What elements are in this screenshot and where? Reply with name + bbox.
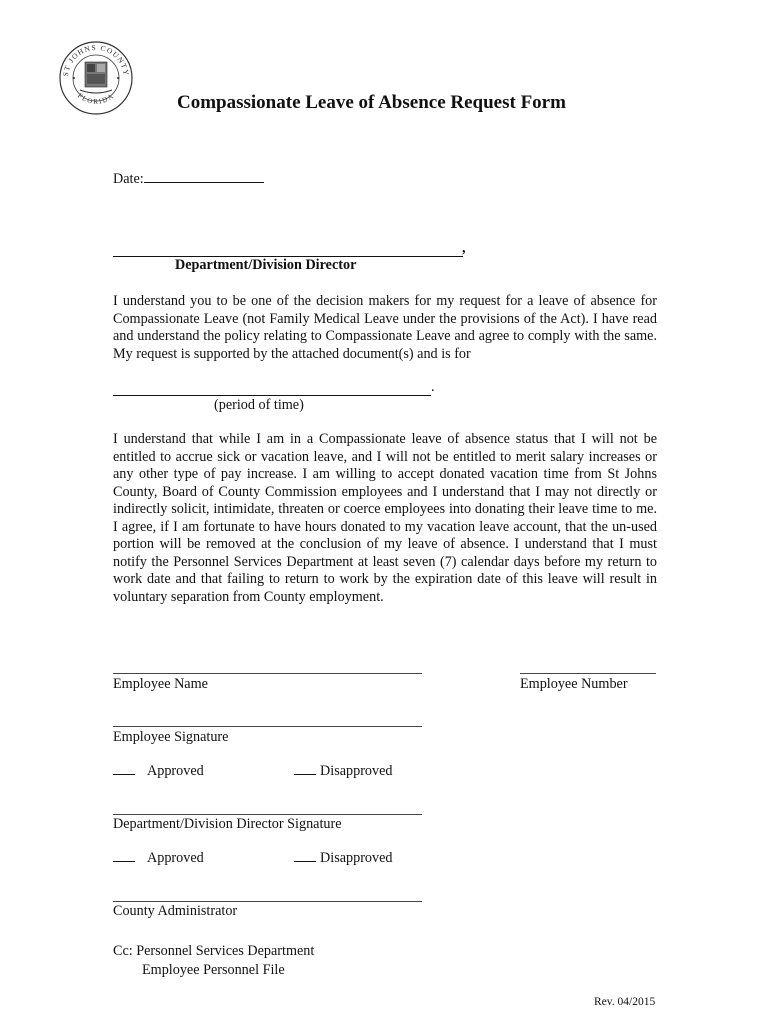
disapproved-blank[interactable]	[294, 850, 316, 862]
employee-signature-label: Employee Signature	[113, 729, 229, 745]
disapproved-label: Disapproved	[320, 763, 393, 779]
svg-text:FLORIDA: FLORIDA	[76, 91, 116, 106]
director-disapproved-option[interactable]	[294, 763, 393, 780]
county-admin-label: County Administrator	[113, 903, 238, 919]
period-dot: .	[431, 379, 435, 395]
county-seal-logo	[58, 40, 134, 116]
form-title: Compassionate Leave of Absence Request Form	[177, 92, 566, 113]
employee-signature-field-line[interactable]	[113, 726, 422, 727]
employee-number-field-line[interactable]	[520, 673, 656, 674]
director-signature-label: Department/Division Director Signature	[113, 816, 342, 832]
cc-line-2: Employee Personnel File	[142, 962, 285, 978]
disapproved-blank[interactable]	[294, 763, 316, 775]
period-of-time-label: (period of time)	[214, 397, 304, 413]
date-row	[113, 170, 264, 188]
employee-number-label: Employee Number	[520, 676, 628, 692]
county-admin-signature-field-line[interactable]	[113, 901, 422, 902]
approved-blank[interactable]	[113, 763, 135, 775]
request-paragraph: I understand you to be one of the decision makers for my request for a leave of absence for Compassionate Leave (not Family Medical Leave under the provisions of the Act). I have read and understand the policy relating to Compassionate Leave and agree to comply with the same. My request is supported by the attached document(s) and is for	[113, 293, 657, 362]
conditions-paragraph: I understand that while I am in a Compassionate leave of absence status that I will not be entitled to accrue sick or vacation leave, and I will not be entitled to merit salary increases or any other type of pay increase. I am willing to accept donated vacation time from St Johns County, Board of County Commission employees and I understand that I may not directly or indirectly solicit, intimidate, threaten or coerce employees into donating their leave time to me. I agree, if I am fortunate to have hours donated to my vacation leave account, that the un-used portion will be removed at the conclusion of my leave of absence. I understand that I must notify the Personnel Services Department at least seven (7) calendar days before my return to work date and that failing to return to work by the expiration date of this leave will result in voluntary separation from County employment.	[113, 431, 657, 605]
approved-blank[interactable]	[113, 850, 135, 862]
revision-label: Rev. 04/2015	[594, 996, 656, 1008]
admin-approved-option[interactable]	[113, 850, 204, 867]
approved-label: Approved	[147, 850, 204, 866]
cc-line-1: Cc: Personnel Services Department	[113, 943, 315, 959]
employee-name-label: Employee Name	[113, 676, 208, 692]
director-signature-field-line[interactable]	[113, 814, 422, 815]
period-of-time-field-line[interactable]	[113, 395, 431, 396]
date-label: Date:	[113, 171, 144, 187]
director-approved-option[interactable]	[113, 763, 204, 780]
employee-name-field-line[interactable]	[113, 673, 422, 674]
admin-disapproved-option[interactable]	[294, 850, 393, 867]
director-label: Department/Division Director	[175, 257, 357, 273]
date-field-line[interactable]	[144, 170, 264, 183]
approved-label: Approved	[147, 763, 204, 779]
director-comma: ,	[462, 240, 466, 256]
disapproved-label: Disapproved	[320, 850, 393, 866]
svg-text:ST JOHNS COUNTY: ST JOHNS COUNTY	[60, 42, 132, 77]
